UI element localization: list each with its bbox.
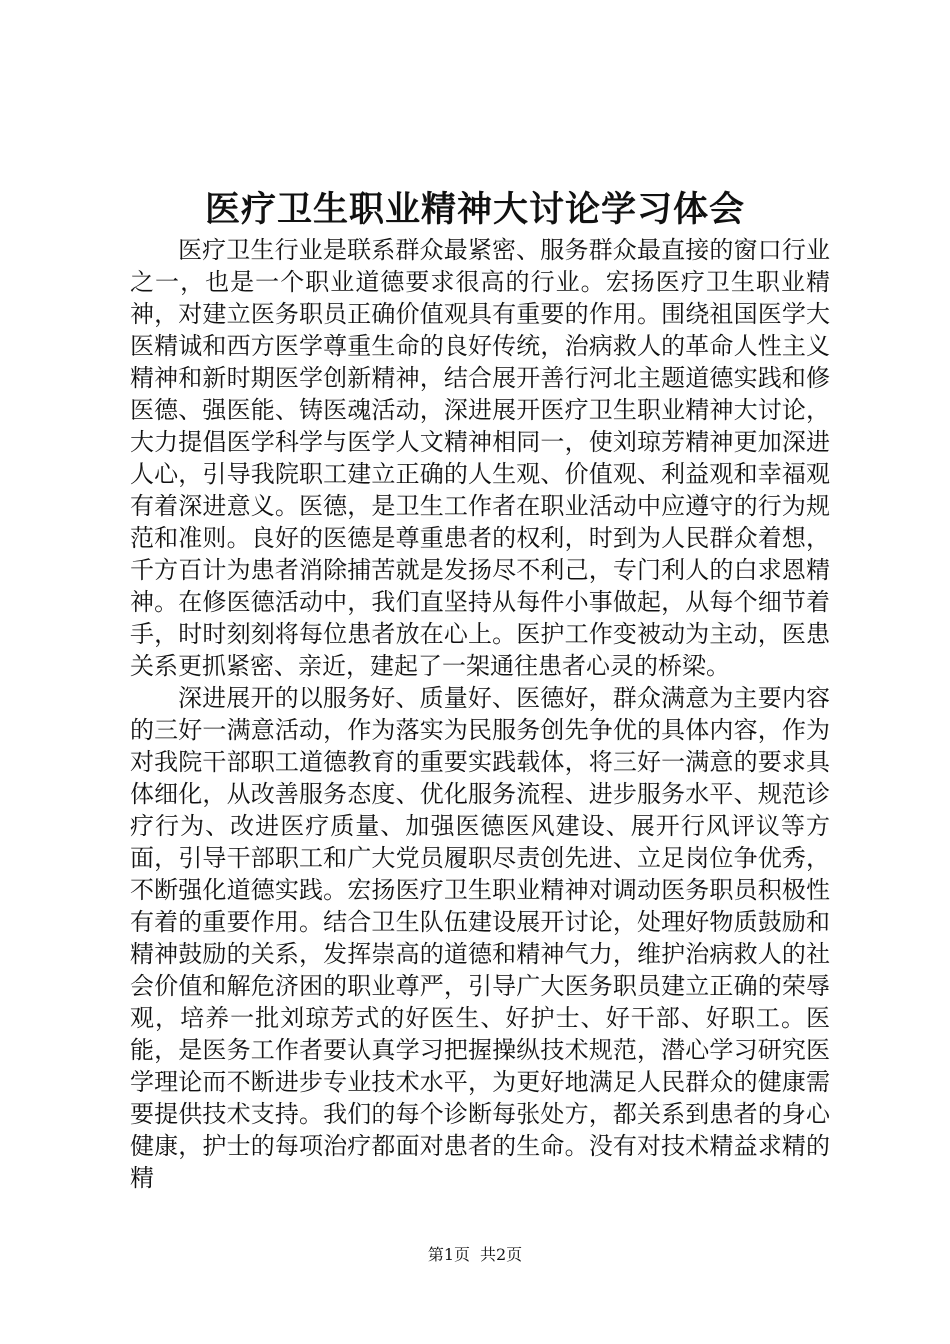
body-paragraph: 医疗卫生行业是联系群众最紧密、服务群众最直接的窗口行业之一，也是一个职业道德要求很高的行业。宏扬医疗卫生职业精神，对建立医务职员正确价值观具有重要的作用。围绕祖国医学大医精诚和西方医学尊重生命的良好传统，治病救人的革命人性主义精神和新时期医学创新精神，结合展开善行河北主题道德实践和修医德、强医能、铸医魂活动，深进展开医疗卫生职业精神大讨论，大力提倡医学科学与医学人文精神相同一，使刘琼芳精神更加深进人心，引导我院职工建立正确的人生观、价值观、利益观和幸福观有着深进意义。医德，是卫生工作者在职业活动中应遵守的行为规范和准则。良好的医德是尊重患者的权利，时到为人民群众着想，千方百计为患者消除捕苦就是发扬尽不利己，专门利人的白求恩精神。在修医德活动中，我们直坚持从每件小事做起，从每个细节着手，时时刻刻将每位患者放在心上。医护工作变被动为主动，医患关系更抓紧密、亲近，建起了一架通往患者心灵的桥梁。 bbox=[130, 236, 830, 680]
page-number: 第1页 bbox=[427, 1245, 470, 1264]
total-pages: 共2页 bbox=[480, 1245, 523, 1264]
document-body bbox=[130, 234, 830, 1194]
document-title: 医疗卫生职业精神大讨论学习体会 bbox=[204, 189, 745, 230]
body-paragraph: 深进展开的以服务好、质量好、医德好，群众满意为主要内容的三好一满意活动，作为落实为民服务创先争优的具体内容，作为对我院干部职工道德教育的重要实践载体，将三好一满意的要求具体细化，从改善服务态度、优化服务流程、进步服务水平、规范诊疗行为、改进医疗质量、加强医德医风建设、展开行风评议等方面，引导干部职工和广大党员履职尽责创先进、立足岗位争优秀，不断强化道德实践。宏扬医疗卫生职业精神对调动医务职员积极性有着的重要作用。结合卫生队伍建设展开讨论，处理好物质鼓励和精神鼓励的关系，发挥崇高的道德和精神气力，维护治病救人的社会价值和解危济困的职业尊严，引导广大医务职员建立正确的荣辱观，培养一批刘琼芳式的好医生、好护士、好干部、好职工。医能，是医务工作者要认真学习把握操纵技术规范，潜心学习研究医学理论而不断进步专业技术水平，为更好地满足人民群众的健康需要提供技术支持。我们的每个诊断每张处方，都关系到患者的身心健康，护士的每项治疗都面对患者的生命。没有对技术精益求精的精 bbox=[130, 684, 830, 1192]
page-footer bbox=[0, 1244, 950, 1266]
